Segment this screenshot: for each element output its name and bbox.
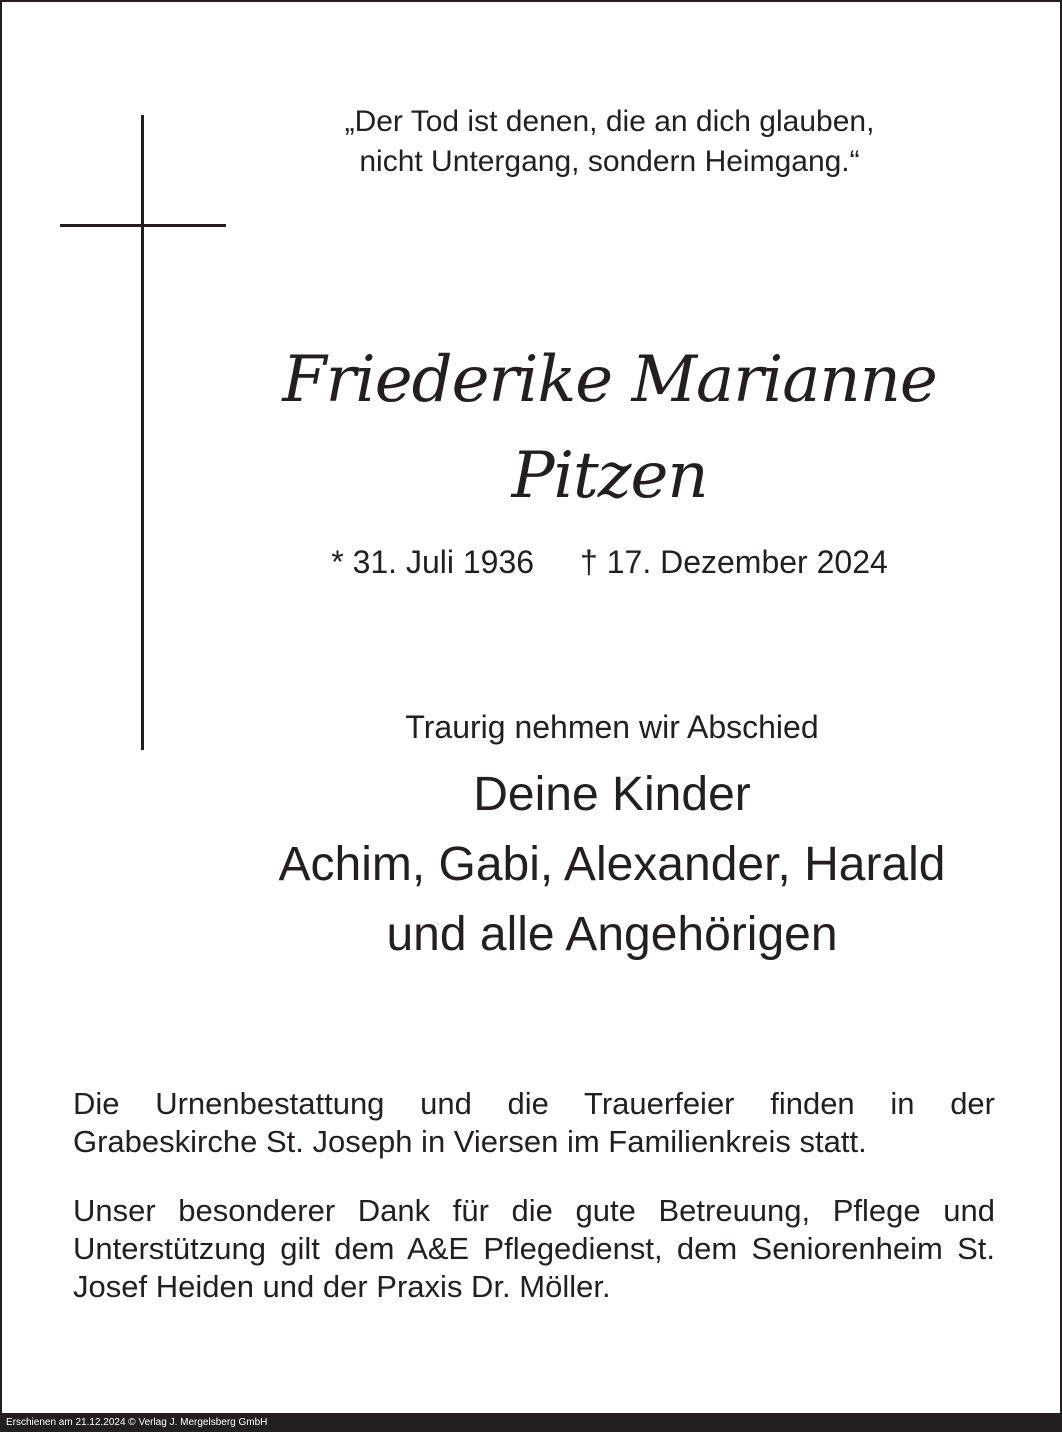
publication-footer: Erschienen am 21.12.2024 © Verlag J. Mergelsberg GmbH xyxy=(0,1413,1062,1432)
death-date: † 17. Dezember 2024 xyxy=(580,544,888,580)
mourners-list xyxy=(212,760,1012,970)
deceased-name xyxy=(202,332,1017,524)
birth-date: * 31. Juli 1936 xyxy=(331,544,535,580)
mourners-line-2: Achim, Gabi, Alexander, Harald xyxy=(278,838,946,891)
cross-horizontal-bar xyxy=(60,224,226,227)
mourners-line-3: und alle Angehörigen xyxy=(386,908,838,961)
mourning-intro: Traurig nehmen wir Abschied xyxy=(405,709,819,745)
quote-line-1: „Der Tod ist denen, die an dich glauben, xyxy=(344,105,875,138)
name-line-2: Pitzen xyxy=(511,439,708,513)
funeral-info-paragraph: Die Urnenbestattung und die Trauerfeier finden in der Grabeskirche St. Joseph in Viersen im Familienkreis statt. xyxy=(73,1086,995,1159)
mourners-line-1: Deine Kinder xyxy=(473,768,751,821)
life-dates xyxy=(202,540,1017,584)
quote-line-2: nicht Untergang, sondern Heimgang.“ xyxy=(359,145,860,178)
thanks-paragraph: Unser besonderer Dank für die gute Betreuung, Pflege und Unterstützung gilt dem A&E Pflegedienst, dem Seniorenheim St. Josef Heiden und der Praxis Dr. Möller. xyxy=(73,1193,995,1304)
cross-vertical-bar xyxy=(141,115,144,750)
name-line-1: Friederike Marianne xyxy=(282,343,937,417)
memorial-quote xyxy=(202,102,1017,182)
